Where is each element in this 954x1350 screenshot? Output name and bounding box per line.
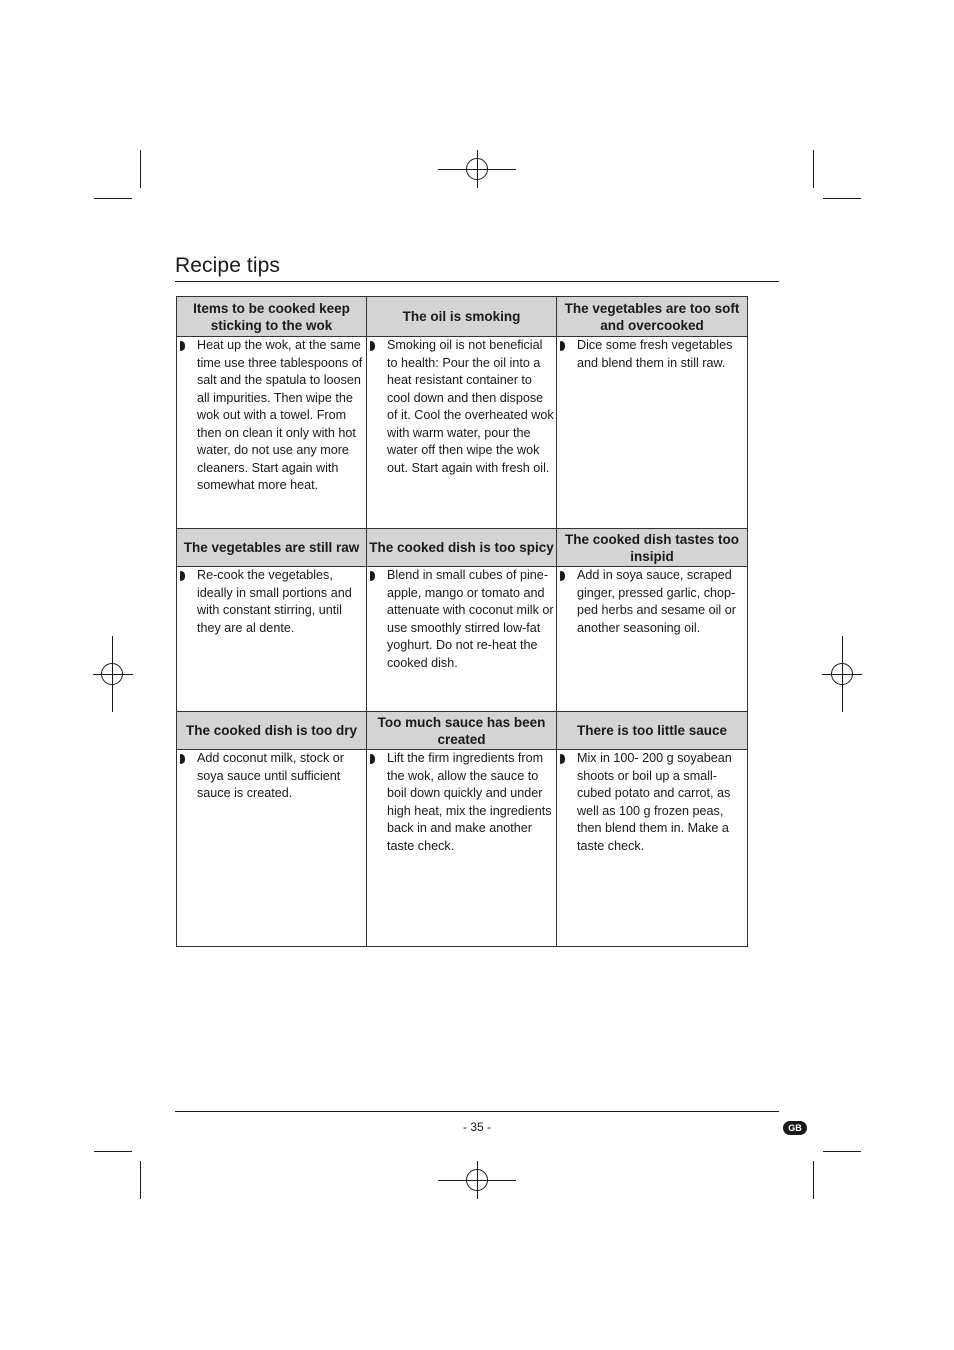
problem-header: There is too little sauce — [557, 712, 748, 750]
table-header-row — [177, 712, 748, 750]
problem-header: The vegetables are still raw — [177, 529, 367, 567]
tip-text: Re-cook the vegetables, ideally in small portions and with constant stirring, until they are al dente. — [197, 568, 352, 635]
tip-cell — [367, 337, 557, 529]
tip-text: Dice some fresh vegetables and blend them in still raw. — [577, 338, 733, 370]
bullet-icon — [180, 341, 185, 351]
tip-text: Mix in 100- 200 g soyabean shoots or boil up a small-cubed potato and carrot, as well as 100 g frozen peas, then blend them in. Make a taste check. — [577, 751, 732, 853]
tip-cell — [177, 567, 367, 712]
bullet-icon — [560, 754, 565, 764]
page-title: Recipe tips — [175, 254, 280, 277]
problem-header: The vegetables are too soft and overcooked — [557, 297, 748, 337]
tip-text: Heat up the wok, at the same time use three tablespoons of salt and the spatula to loosen all impurities. Then wipe the wok out with a towel. From then on clean it only with hot water, do not use any more cleaners. Start again with somewhat more heat. — [197, 338, 363, 492]
bullet-icon — [180, 571, 185, 581]
bullet-icon — [370, 571, 375, 581]
bullet-icon — [370, 341, 375, 351]
problem-header: The cooked dish tastes too insipid — [557, 529, 748, 567]
tip-text: Lift the firm ingredients from the wok, allow the sauce to boil down quickly and under high heat, mix the ingredients back in and make another taste check. — [387, 751, 552, 853]
tip-cell — [557, 567, 748, 712]
table-header-row — [177, 529, 748, 567]
footer-divider — [175, 1111, 779, 1112]
recipe-tips-table — [176, 296, 748, 947]
bullet-icon — [180, 754, 185, 764]
title-divider — [175, 281, 779, 282]
table-row — [177, 750, 748, 947]
tip-cell — [177, 750, 367, 947]
tip-text: Smoking oil is not beneficial to health: Pour the oil into a heat resistant container to cool down and then dispose of it. Cool the overheated wok with warm water, pour the water off then wipe the wok out. Start again with fresh oil. — [387, 338, 554, 475]
tip-cell — [557, 750, 748, 947]
problem-header: The oil is smoking — [367, 297, 557, 337]
tip-cell — [177, 337, 367, 529]
tip-text: Add coconut milk, stock or soya sauce until sufficient sauce is created. — [197, 751, 344, 800]
table-header-row — [177, 297, 748, 337]
bullet-icon — [560, 571, 565, 581]
table-row — [177, 337, 748, 529]
tip-cell — [557, 337, 748, 529]
problem-header: The cooked dish is too dry — [177, 712, 367, 750]
bullet-icon — [370, 754, 375, 764]
tip-text: Blend in small cubes of pine-apple, mango or tomato and attenuate with coconut milk or use smoothly stirred low-fat yoghurt. Do not re-heat the cooked dish. — [387, 568, 554, 670]
tip-cell — [367, 567, 557, 712]
language-badge: GB — [783, 1121, 807, 1135]
tip-cell — [367, 750, 557, 947]
tip-text: Add in soya sauce, scraped ginger, pressed garlic, chop-ped herbs and sesame oil or another seasoning oil. — [577, 568, 736, 635]
problem-header: The cooked dish is too spicy — [367, 529, 557, 567]
problem-header: Items to be cooked keep sticking to the wok — [177, 297, 367, 337]
page-number: - 35 - — [462, 1120, 491, 1134]
problem-header: Too much sauce has been created — [367, 712, 557, 750]
bullet-icon — [560, 341, 565, 351]
table-row — [177, 567, 748, 712]
